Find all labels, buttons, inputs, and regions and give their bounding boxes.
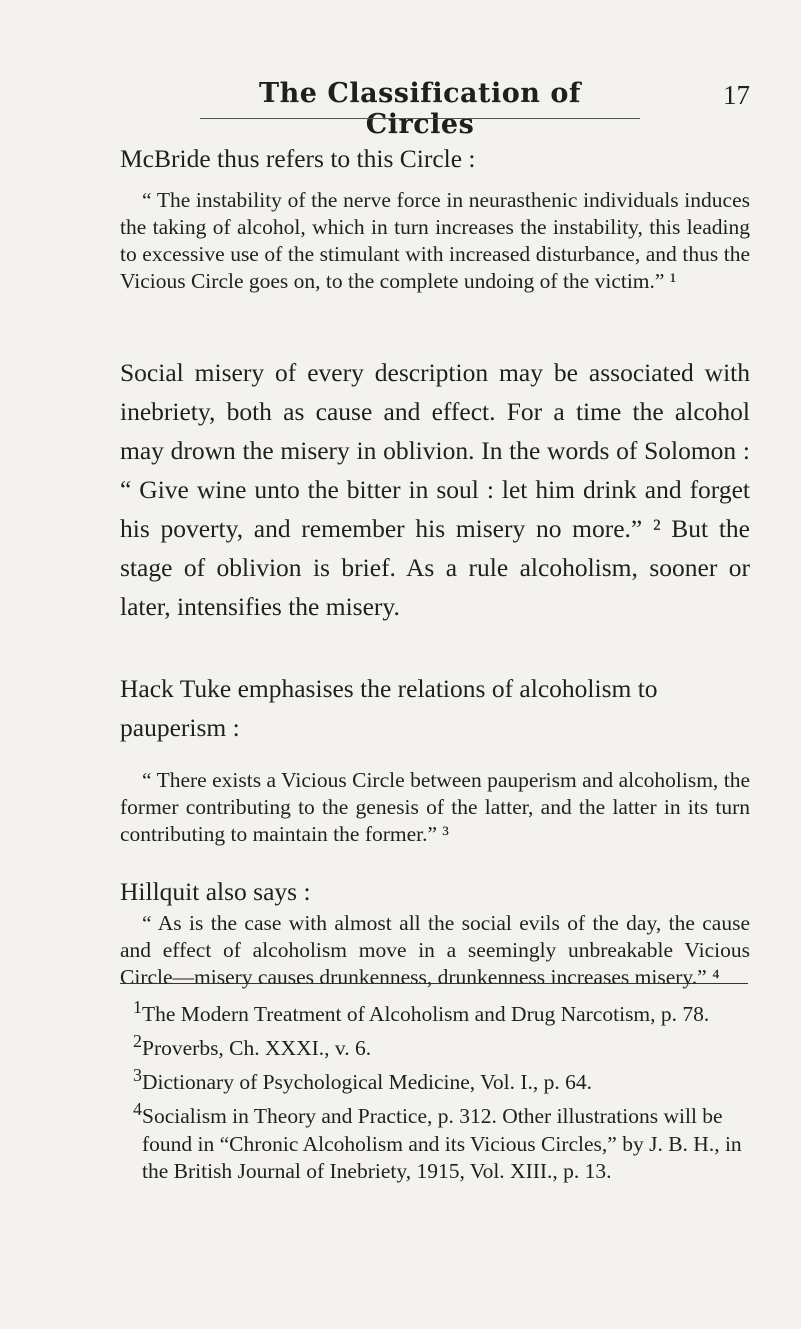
footnote-rule xyxy=(120,983,748,984)
page-header xyxy=(120,78,750,140)
running-title: The Classification of Circles xyxy=(259,78,581,140)
quote-hack-tuke: “ There exists a Vicious Circle between pauperism and alcoholism, the former contributing to the genesis of the latter, and the latter in its turn contributing to maintain the former.” ³ xyxy=(120,768,750,846)
paragraph-hack-tuke-intro: Hack Tuke emphasises the relations of alcoholism to pauperism : xyxy=(120,674,658,742)
quote-hillquit: “ As is the case with almost all the social evils of the day, the cause and effect of alcoholism move in a seemingly unbreakable Vicious Circle—misery causes drunkenness, drunkenness increases misery.” ⁴ xyxy=(120,911,750,989)
footnote xyxy=(120,1062,750,1096)
paragraph-hillquit-intro: Hillquit also says : xyxy=(120,877,311,906)
footnote-mark: 3 xyxy=(133,1065,142,1086)
paragraph-social-misery: Social misery of every description may be associated with inebriety, both as cause and effect. For a time the alcohol may drown the misery in oblivion. In the words of Solomon : “ Give wine unto the bitter in soul : let him drink and forget his poverty, and remember his misery no more.” ² But the stage of oblivion is brief. As a rule alcoholism, sooner or later, intensifies the misery. xyxy=(120,358,750,621)
footnote xyxy=(120,994,750,1028)
footnote-text: Proverbs, Ch. XXXI., v. 6. xyxy=(142,1036,372,1061)
page-number: 17 xyxy=(723,80,750,110)
paragraph-mcbride-intro: McBride thus refers to this Circle : xyxy=(120,144,476,173)
footnote xyxy=(120,1028,750,1062)
footnote-mark: 1 xyxy=(133,997,142,1017)
footnote-mark: 4 xyxy=(133,1099,142,1120)
footnote-text: The Modern Treatment of Alcoholism and Drug Narcotism, p. 78. xyxy=(142,1002,710,1027)
header-rule xyxy=(200,118,640,119)
footnotes xyxy=(120,994,750,1185)
footnote xyxy=(120,1096,750,1184)
footnote-text: Dictionary of Psychological Medicine, Vol. I., p. 64. xyxy=(142,1070,593,1095)
footnote-mark: 2 xyxy=(133,1031,142,1052)
footnote-text: Socialism in Theory and Practice, p. 312. Other illustrations will be found in “Chronic Alcoholism and its Vicious Circles,” by J. B. H., in the British Journal of Inebriety, 1915, Vol. XIII., p. 13. xyxy=(142,1104,742,1183)
quote-mcbride: “ The instability of the nerve force in neurasthenic individuals induces the taking of alcohol, which in turn increases the instability, this leading to excessive use of the stimulant with increased disturbance, and thus the Vicious Circle goes on, to the complete undoing of the victim.” ¹ xyxy=(120,188,750,293)
